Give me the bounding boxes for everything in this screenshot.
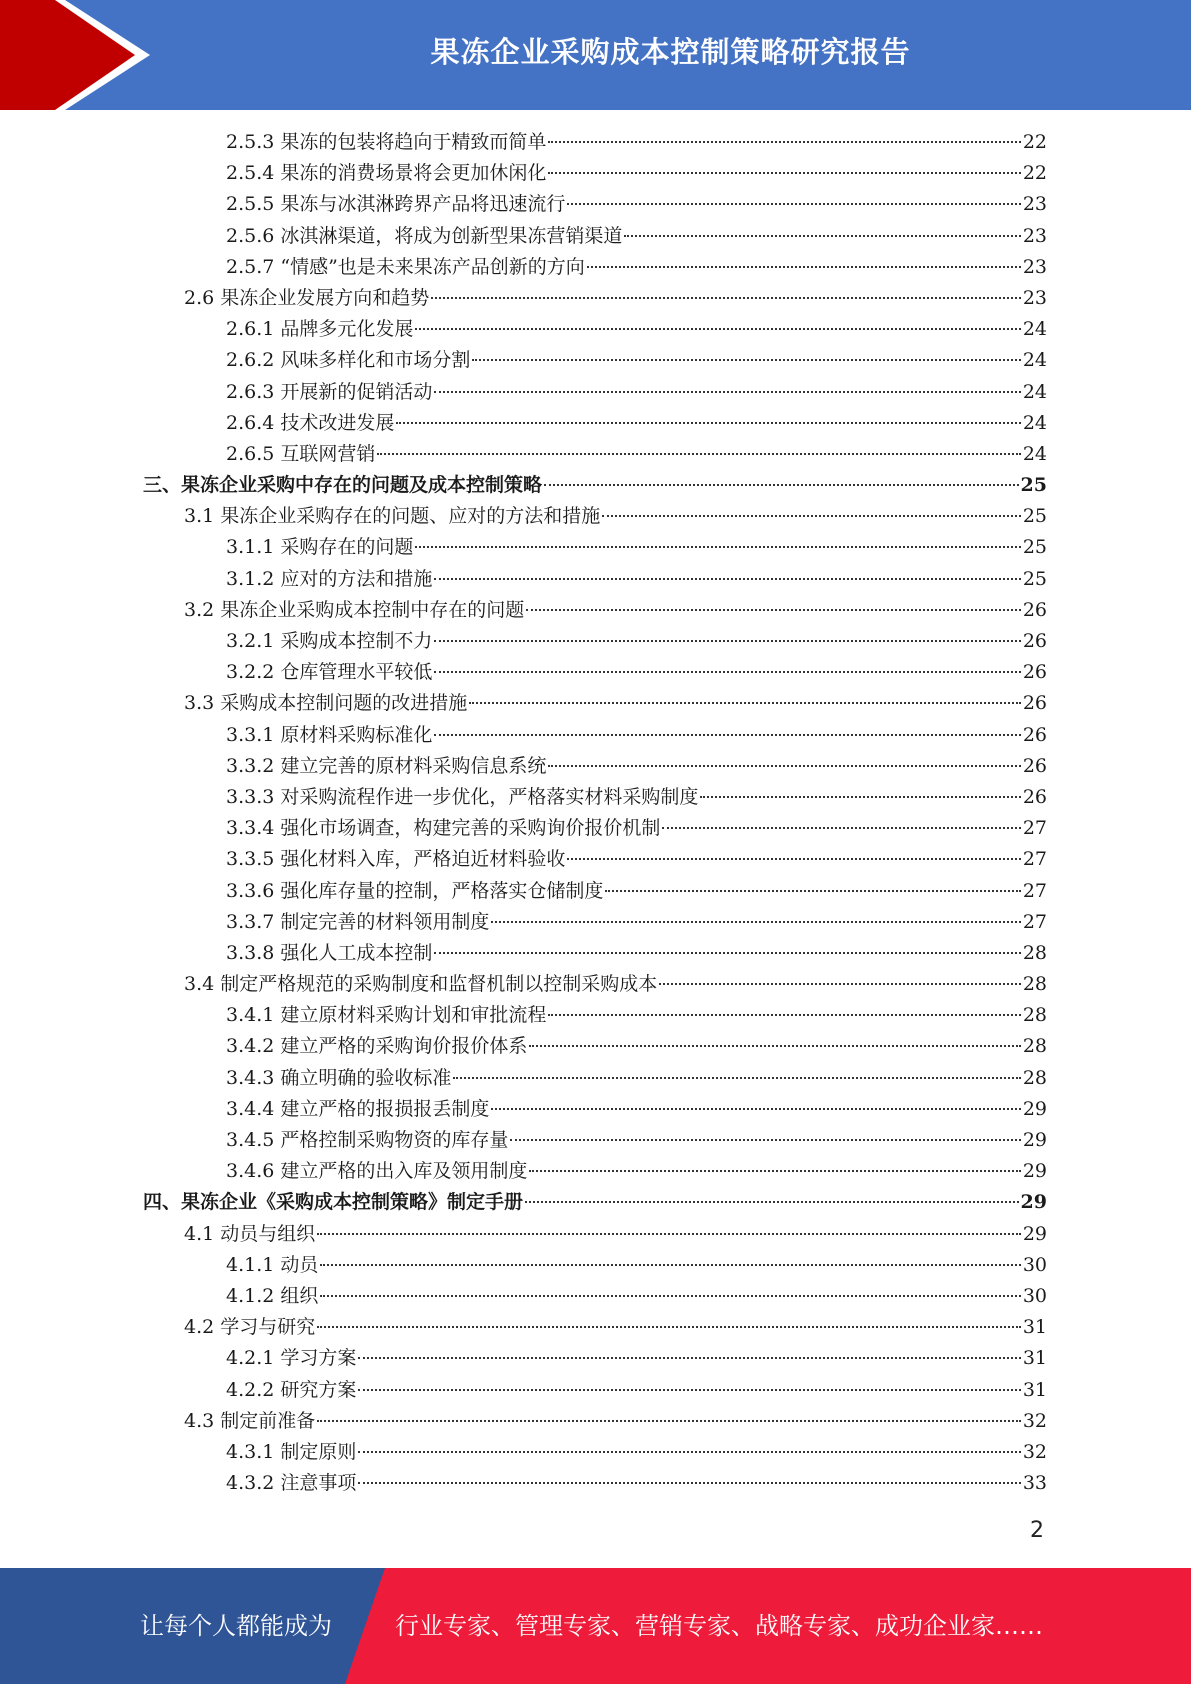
toc-dot-leader (317, 1232, 1021, 1235)
toc-entry[interactable] (0, 470, 1191, 501)
toc-dot-leader (434, 577, 1020, 580)
toc-entry-label: 4.1 动员与组织 (184, 1222, 316, 1245)
toc-entry-label: 3.3.1 原材料采购标准化 (226, 723, 433, 746)
toc-dot-leader (548, 1013, 1020, 1016)
toc-dot-leader (396, 421, 1020, 424)
toc-entry-label: 3.3.3 对采购流程作进一步优化，严格落实材料采购制度 (226, 785, 699, 808)
toc-entry[interactable] (0, 1156, 1191, 1187)
toc-dot-leader (358, 1481, 1020, 1484)
toc-entry[interactable] (0, 127, 1191, 158)
toc-entry-page: 24 (1022, 411, 1047, 434)
toc-entry[interactable] (0, 532, 1191, 563)
toc-entry-page: 25 (1020, 474, 1047, 497)
toc-entry[interactable] (0, 1250, 1191, 1281)
toc-entry-label: 3.1 果冻企业采购存在的问题、应对的方法和措施 (184, 505, 601, 528)
toc-entry[interactable] (0, 1406, 1191, 1437)
toc-entry[interactable] (0, 1343, 1191, 1374)
toc-entry[interactable] (0, 314, 1191, 345)
toc-entry-label: 3.4.5 严格控制采购物资的库存量 (226, 1129, 509, 1151)
toc-entry[interactable] (0, 1094, 1191, 1125)
toc-dot-leader (548, 171, 1020, 174)
toc-entry[interactable] (0, 688, 1191, 719)
toc-entry-label: 4.1.1 动员 (226, 1253, 319, 1276)
toc-entry-page: 28 (1022, 941, 1047, 964)
toc-entry-label: 4.2.2 研究方案 (226, 1378, 357, 1401)
toc-dot-leader (415, 545, 1020, 548)
toc-entry-page: 29 (1020, 1191, 1047, 1214)
toc-dot-leader (469, 701, 1021, 704)
toc-entry-page: 25 (1022, 536, 1047, 559)
toc-entry-label: 3.3.2 建立完善的原材料采购信息系统 (226, 754, 547, 777)
toc-dot-leader (624, 234, 1020, 237)
toc-dot-leader (567, 857, 1020, 860)
toc-entry-label: 3.1.2 应对的方法和措施 (226, 567, 433, 590)
toc-dot-leader (548, 140, 1020, 143)
toc-dot-leader (602, 514, 1021, 517)
toc-entry[interactable] (0, 1312, 1191, 1343)
toc-entry[interactable] (0, 1031, 1191, 1062)
toc-entry-label: 三、果冻企业采购中存在的问题及成本控制策略 (143, 474, 543, 497)
toc-entry-page: 26 (1022, 754, 1047, 777)
toc-entry-page: 31 (1022, 1378, 1047, 1401)
toc-entry-page: 24 (1022, 442, 1047, 465)
toc-dot-leader (431, 296, 1021, 299)
toc-entry[interactable] (0, 1468, 1191, 1499)
toc-entry-label: 4.3.2 注意事项 (226, 1472, 357, 1495)
toc-entry-label: 2.5.5 果冻与冰淇淋跨界产品将迅速流行 (226, 193, 566, 216)
toc-dot-leader (358, 1356, 1020, 1359)
toc-entry-label: 3.2.2 仓库管理水平较低 (226, 661, 433, 684)
toc-entry-page: 25 (1022, 567, 1047, 590)
toc-entry[interactable] (0, 969, 1191, 1000)
toc-entry[interactable] (0, 813, 1191, 844)
toc-dot-leader (434, 390, 1020, 393)
toc-dot-leader (377, 452, 1020, 455)
toc-dot-leader (510, 1138, 1020, 1141)
toc-dot-leader (358, 1450, 1020, 1453)
toc-entry[interactable] (0, 626, 1191, 657)
toc-entry[interactable] (0, 657, 1191, 688)
toc-entry-label: 2.6.5 互联网营销 (226, 442, 376, 465)
toc-entry-page: 28 (1022, 1035, 1047, 1058)
toc-entry-page: 24 (1022, 380, 1047, 403)
toc-dot-leader (491, 920, 1020, 923)
toc-entry-label: 3.3.4 强化市场调查，构建完善的采购询价报价机制 (226, 817, 661, 840)
toc-entry-label: 3.2.1 采购成本控制不力 (226, 630, 433, 652)
toc-dot-leader (659, 982, 1021, 985)
toc-entry-page: 27 (1022, 817, 1047, 840)
toc-entry-label: 2.5.3 果冻的包装将趋向于精致而简单 (226, 131, 547, 153)
toc-entry[interactable] (0, 158, 1191, 189)
toc-entry-page: 25 (1022, 505, 1047, 528)
toc-dot-leader (567, 202, 1020, 205)
toc-entry-page: 26 (1022, 630, 1047, 652)
toc-entry-page: 28 (1022, 1004, 1047, 1027)
footer-slogan-right: 行业专家、管理专家、营销专家、战略专家、成功企业家…… (395, 1612, 1043, 1640)
toc-entry-page: 29 (1022, 1222, 1047, 1245)
toc-entry-page: 22 (1022, 131, 1047, 153)
toc-entry[interactable] (0, 751, 1191, 782)
toc-entry-label: 3.1.1 采购存在的问题 (226, 536, 414, 559)
footer-slogan-left: 让每个人都能成为 (140, 1612, 332, 1640)
toc-entry-page: 27 (1022, 879, 1047, 902)
toc-entry-page: 29 (1022, 1129, 1047, 1151)
toc-entry-label: 4.2.1 学习方案 (226, 1347, 357, 1370)
page-number: 2 (1030, 1518, 1044, 1543)
toc-entry-label: 3.4.1 建立原材料采购计划和审批流程 (226, 1004, 547, 1027)
toc-dot-leader (434, 733, 1020, 736)
toc-entry-page: 27 (1022, 848, 1047, 871)
toc-entry[interactable] (0, 1063, 1191, 1094)
toc-entry[interactable] (0, 252, 1191, 283)
toc-entry-page: 27 (1022, 910, 1047, 933)
toc-dot-leader (472, 358, 1020, 361)
toc-entry-label: 4.3.1 制定原则 (226, 1440, 357, 1463)
toc-entry-page: 23 (1022, 224, 1047, 247)
toc-entry-page: 24 (1022, 318, 1047, 341)
toc-entry[interactable] (0, 408, 1191, 439)
toc-entry[interactable] (0, 501, 1191, 532)
toc-dot-leader (317, 1325, 1021, 1328)
toc-entry[interactable] (0, 782, 1191, 813)
toc-entry-label: 3.4.2 建立严格的采购询价报价体系 (226, 1035, 528, 1058)
toc-entry[interactable] (0, 1187, 1191, 1218)
toc-entry-label: 2.5.6 冰淇淋渠道，将成为创新型果冻营销渠道 (226, 224, 623, 247)
toc-entry-label: 4.3 制定前准备 (184, 1409, 316, 1432)
toc-dot-leader (415, 327, 1020, 330)
toc-dot-leader (358, 1388, 1020, 1391)
toc-dot-leader (544, 483, 1019, 486)
toc-entry-label: 3.4.4 建立严格的报损报丢制度 (226, 1097, 490, 1120)
toc-dot-leader (605, 889, 1020, 892)
toc-entry-page: 30 (1022, 1284, 1047, 1307)
toc-entry[interactable] (0, 1219, 1191, 1250)
toc-dot-leader (434, 670, 1020, 673)
toc-entry-label: 4.2 学习与研究 (184, 1316, 316, 1339)
toc-entry[interactable] (0, 189, 1191, 220)
table-of-contents (0, 127, 1191, 1499)
footer-banner (0, 1568, 1191, 1684)
toc-dot-leader (525, 1200, 1019, 1203)
toc-entry[interactable] (0, 439, 1191, 470)
toc-entry-label: 2.5.7 “情感”也是未来果冻产品创新的方向 (226, 255, 585, 278)
toc-entry-label: 四、果冻企业《采购成本控制策略》制定手册 (143, 1191, 524, 1214)
toc-dot-leader (317, 1419, 1021, 1422)
toc-entry-page: 26 (1022, 785, 1047, 808)
toc-entry-label: 2.6.2 风味多样化和市场分割 (226, 349, 471, 372)
toc-entry[interactable] (0, 1375, 1191, 1406)
toc-entry-page: 23 (1022, 286, 1047, 309)
toc-entry-page: 26 (1022, 723, 1047, 746)
toc-entry[interactable] (0, 844, 1191, 875)
toc-dot-leader (529, 1169, 1020, 1172)
toc-entry[interactable] (0, 564, 1191, 595)
toc-dot-leader (434, 951, 1020, 954)
toc-entry-label: 3.4 制定严格规范的采购制度和监督机制以控制采购成本 (184, 973, 658, 996)
toc-dot-leader (453, 1076, 1020, 1079)
toc-entry-page: 29 (1022, 1097, 1047, 1120)
toc-entry[interactable] (0, 907, 1191, 938)
toc-entry-label: 4.1.2 组织 (226, 1284, 319, 1307)
toc-entry[interactable] (0, 720, 1191, 751)
toc-entry[interactable] (0, 1125, 1191, 1156)
toc-dot-leader (548, 764, 1020, 767)
toc-entry[interactable] (0, 876, 1191, 907)
toc-entry-page: 31 (1022, 1316, 1047, 1339)
toc-entry-label: 3.3.5 强化材料入库，严格迫近材料验收 (226, 848, 566, 871)
toc-entry-label: 2.6.1 品牌多元化发展 (226, 318, 414, 341)
toc-dot-leader (320, 1263, 1020, 1266)
toc-entry-page: 30 (1022, 1253, 1047, 1276)
toc-entry[interactable] (0, 595, 1191, 626)
toc-dot-leader (491, 1107, 1020, 1110)
toc-entry[interactable] (0, 1000, 1191, 1031)
toc-entry-page: 32 (1022, 1440, 1047, 1463)
toc-entry-label: 3.3.7 制定完善的材料领用制度 (226, 910, 490, 933)
toc-entry-page: 31 (1022, 1347, 1047, 1370)
toc-entry-page: 23 (1022, 193, 1047, 216)
toc-entry-label: 3.3.6 强化库存量的控制，严格落实仓储制度 (226, 879, 604, 902)
toc-dot-leader (662, 826, 1020, 829)
toc-entry-label: 2.6.3 开展新的促销活动 (226, 380, 433, 403)
toc-entry[interactable] (0, 345, 1191, 376)
toc-entry-label: 3.4.6 建立严格的出入库及领用制度 (226, 1160, 528, 1183)
toc-entry-label: 3.2 果冻企业采购成本控制中存在的问题 (184, 598, 525, 621)
toc-entry-page: 26 (1022, 692, 1047, 715)
toc-dot-leader (700, 795, 1020, 798)
chevron-arrow-icon (0, 0, 160, 110)
toc-dot-leader (320, 1294, 1020, 1297)
toc-entry-page: 28 (1022, 1066, 1047, 1089)
toc-entry[interactable] (0, 221, 1191, 252)
toc-entry-label: 2.6 果冻企业发展方向和趋势 (184, 286, 430, 309)
toc-entry-label: 3.3 采购成本控制问题的改进措施 (184, 692, 468, 715)
toc-entry-label: 3.4.3 确立明确的验收标准 (226, 1066, 452, 1089)
toc-entry[interactable] (0, 938, 1191, 969)
toc-entry-page: 26 (1022, 661, 1047, 684)
header-banner (0, 0, 1191, 110)
toc-dot-leader (434, 639, 1020, 642)
toc-entry[interactable] (0, 1437, 1191, 1468)
toc-entry-page: 29 (1022, 1160, 1047, 1183)
toc-entry[interactable] (0, 377, 1191, 408)
toc-entry-page: 33 (1022, 1472, 1047, 1495)
toc-entry-label: 2.5.4 果冻的消费场景将会更加休闲化 (226, 162, 547, 185)
document-title: 果冻企业采购成本控制策略研究报告 (430, 34, 911, 69)
toc-entry-page: 24 (1022, 349, 1047, 372)
toc-dot-leader (526, 608, 1021, 611)
toc-entry-page: 32 (1022, 1409, 1047, 1432)
toc-entry-page: 23 (1022, 255, 1047, 278)
toc-entry-page: 26 (1022, 598, 1047, 621)
toc-entry-page: 28 (1022, 973, 1047, 996)
toc-dot-leader (529, 1044, 1020, 1047)
toc-entry[interactable] (0, 283, 1191, 314)
toc-entry-page: 22 (1022, 162, 1047, 185)
toc-entry[interactable] (0, 1281, 1191, 1312)
toc-entry-label: 3.3.8 强化人工成本控制 (226, 941, 433, 964)
toc-entry-label: 2.6.4 技术改进发展 (226, 411, 395, 434)
toc-dot-leader (587, 265, 1021, 268)
